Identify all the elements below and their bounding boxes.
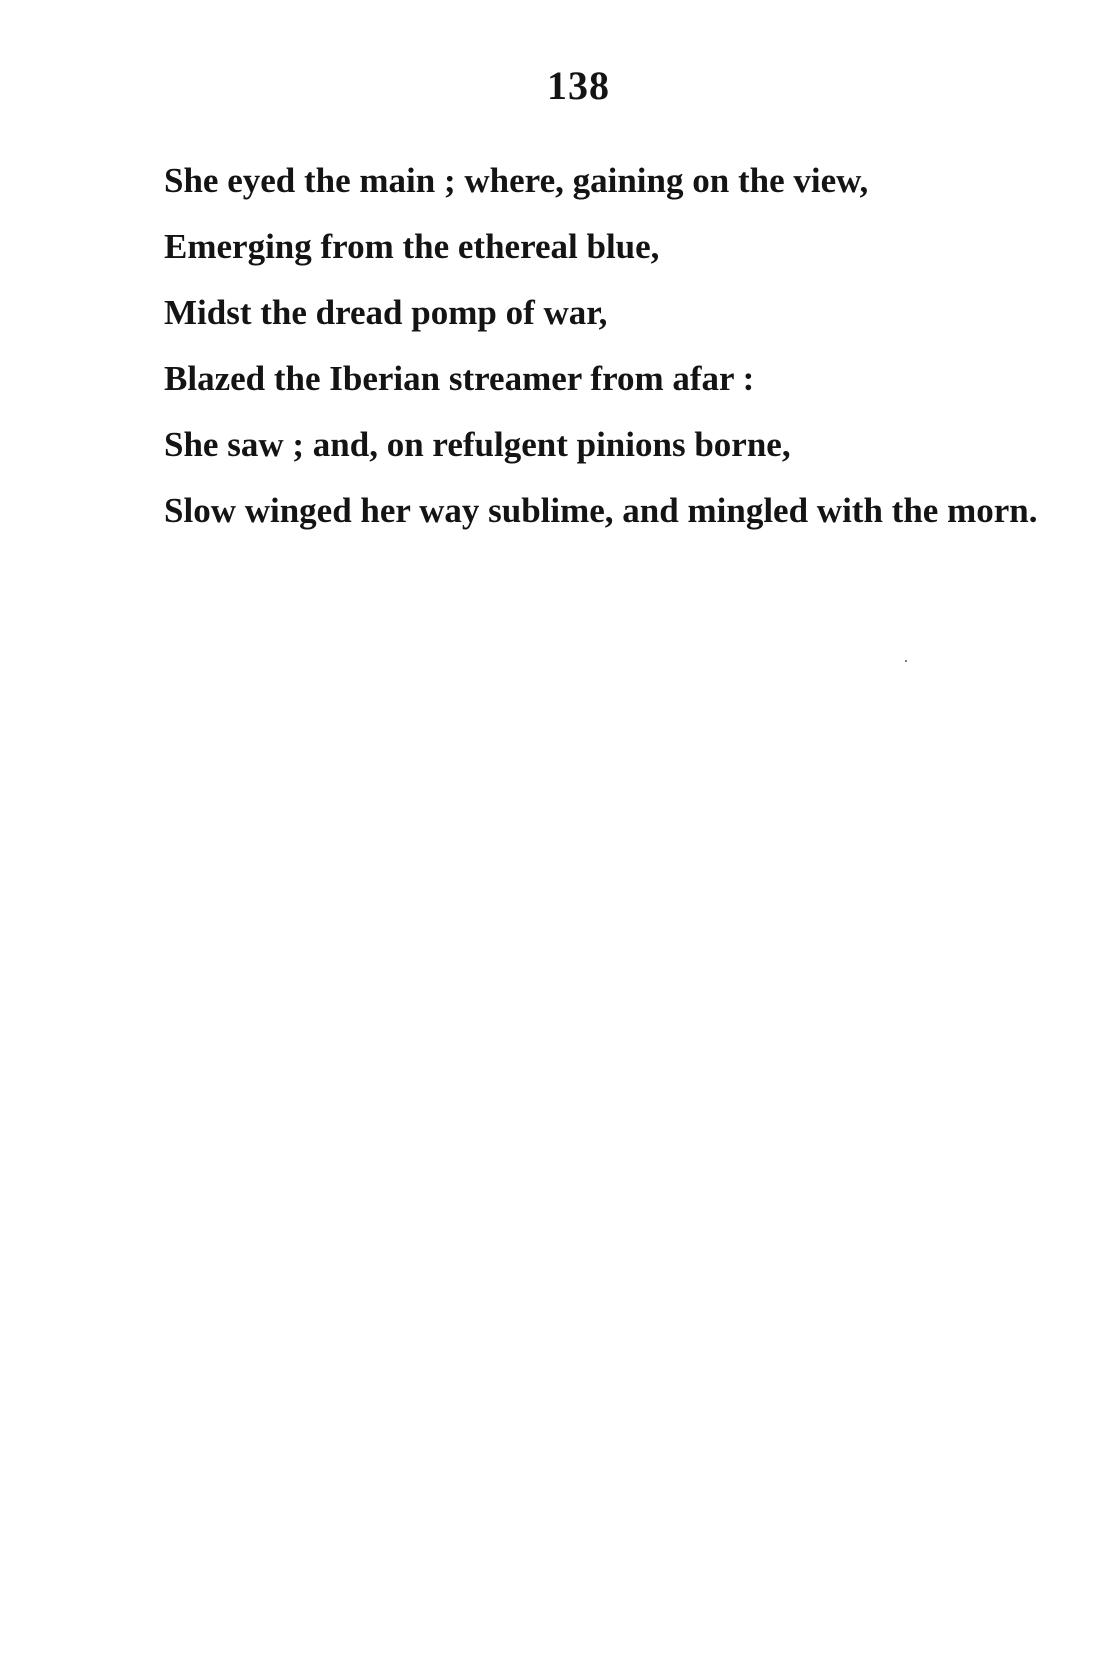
page-number: 138 <box>547 63 610 108</box>
poem-stanza <box>164 148 1064 544</box>
poem-line: Midst the dread pomp of war, <box>164 293 608 332</box>
ink-speck <box>905 660 907 662</box>
poem-line: She eyed the main ; where, gaining on the view, <box>164 161 869 200</box>
poem-line: Slow winged her way sublime, and mingled with the morn. <box>164 491 1038 530</box>
poem-line: Blazed the Iberian streamer from afar : <box>164 359 755 398</box>
poem-line: She saw ; and, on refulgent pinions borne, <box>164 425 791 464</box>
poem-line: Emerging from the ethereal blue, <box>164 227 660 266</box>
